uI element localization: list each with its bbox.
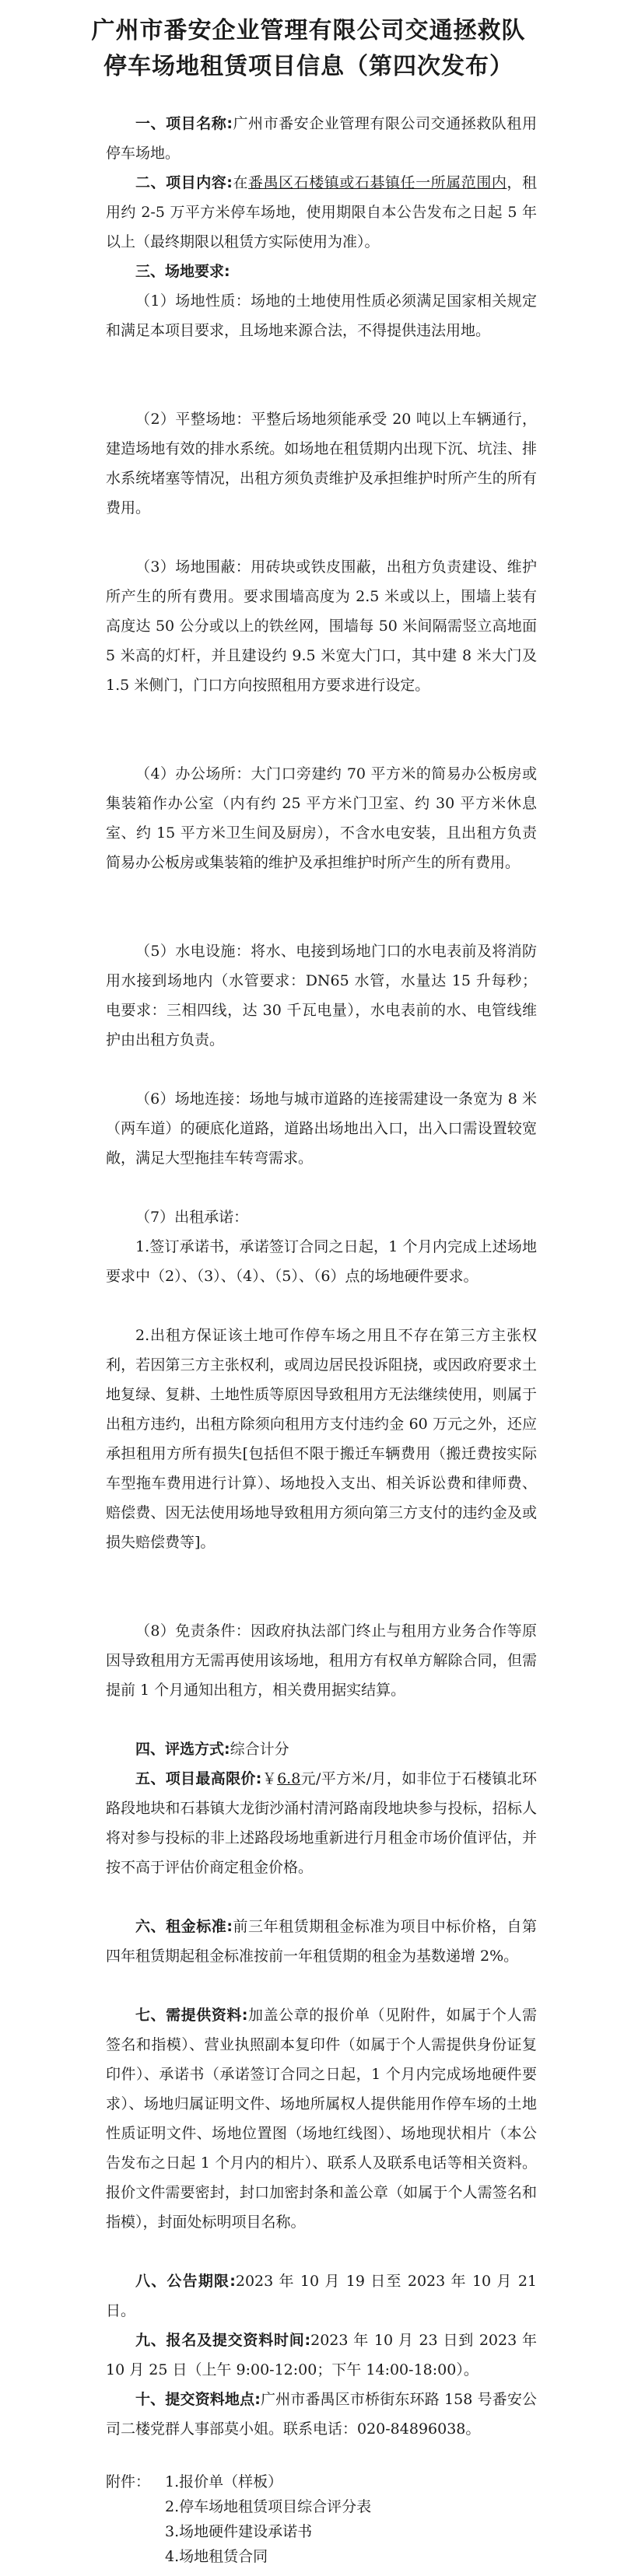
section-submission-time: 九、报名及提交资料时间:2023 年 10 月 23 日到 2023 年 10 月 25 日（上午 9:00-12:00；下午 14:00-18:00）。 xyxy=(106,2332,537,2378)
requirement-site-leveling: （2）平整场地：平整后场地须能承受 20 吨以上车辆通行，建造场地有效的排水系统。如场地在租赁期内出现下沉、坑洼、排水系统堵塞等情况，出租方须负责维护及承担维护时所产生的所有费用。 xyxy=(106,411,537,516)
section-max-price: 五、项目最高限价:￥6.8元/平方米/月，如非位于石楼镇北环路段地块和石碁镇大龙街沙涌村清河路南段地块参与投标，招标人将对参与投标的非上述路段场地重新进行月租金市场价值评估，并按不高于评估价商定租金价格。 xyxy=(106,1770,537,1876)
commitment-item-2: 2.出租方保证该土地可作停车场之用且不存在第三方主张权利，若因第三方主张权利，或周边居民投诉阻挠，或因政府要求土地复绿、复耕、土地性质等原因导致租用方无法继续使用，则属于出租方违约，出租方除须向租用方支付违约金 60 万元之外，还应承担租用方所有损失[包括但不限于搬迁车辆费用（搬迁费按实际车型拖车费用进行计算）、场地投入支出、相关诉讼费和律师费、赔偿费、因无法使用场地导致租用方须向第三方支付的违约金及或损失赔偿费等]。 xyxy=(106,1327,537,1551)
requirement-lessor-commitment: （7）出租承诺： xyxy=(135,1209,249,1226)
section-evaluation-method: 四、评选方式:综合计分 xyxy=(135,1741,289,1758)
attachment-item: 2.停车场地租赁项目综合评分表 xyxy=(165,2498,372,2515)
section-required-documents: 七、需提供资料:加盖公章的报价单（见附件，如属于个人需签名和指模）、营业执照副本复印件（如属于个人需提供身份证复印件）、承诺书（承诺签订合同之日起，1 个月内完成场地硬件要求）、场地归属证明文件、场地所属权人提供能用作停车场的土地性质证明文件、场地位置图（场地红线图）、场地现状相片（本公告发布之日起 1 个月内的相片）、联系人及联系电话等相关资料。报价文件需要密封，封口加密封条和盖公章（如属于个人需签名和指模），封面处标明项目名称。 xyxy=(106,2007,537,2231)
commitment-item-1: 1.签订承诺书，承诺签订合同之日起，1 个月内完成上述场地要求中（2）、（3）、（4）、（5）、（6）点的场地硬件要求。 xyxy=(106,1238,537,1285)
requirement-utilities: （5）水电设施：将水、电接到场地门口的水电表前及将消防用水接到场地内（水管要求：DN65 水管，水量达 15 升每秒；电要求：三相四线，达 30 千瓦电量），水电表前的水、电管线维护由出租方负责。 xyxy=(106,943,537,1048)
requirement-road-connection: （6）场地连接：场地与城市道路的连接需建设一条宽为 8 米（两车道）的硬底化道路，道路出场地出入口，出入口需设置较宽敞，满足大型拖挂车转弯需求。 xyxy=(106,1090,537,1167)
section-rent-standard: 六、租金标准:前三年租赁期租金标准为项目中标价格，自第四年租赁期起租金标准按前一年租赁期的租金为基数递增 2%。 xyxy=(106,1918,537,1965)
document-title-line-1: 广州市番安企业管理有限公司交通拯救队 xyxy=(91,17,526,44)
section-submission-location: 十、提交资料地点:广州市番禺区市桥街东环路 158 号番安公司二楼党群人事部莫小姐。联系电话：020-84896038。 xyxy=(106,2391,537,2438)
document-title-line-2: 停车场地租赁项目信息（第四次发布） xyxy=(103,53,514,80)
section-project-name: 一、项目名称:广州市番安企业管理有限公司交通拯救队租用停车场地。 xyxy=(106,115,537,162)
requirement-office: （4）办公场所：大门口旁建约 70 平方米的简易办公板房或集装箱作办公室（内有约 25 平方米门卫室、约 30 平方米休息室、约 15 平方米卫生间及厨房），不含水电安装，且出租方负责简易办公板房或集装箱的维护及承担维护时所产生的所有费用。 xyxy=(106,765,537,871)
requirement-exemption: （8）免责条件：因政府执法部门终止与租用方业务合作等原因导致租用方无需再使用该场地，租用方有权单方解除合同，但需提前 1 个月通知出租方，相关费用据实结算。 xyxy=(106,1622,537,1699)
section-project-content: 二、项目内容:在番禺区石楼镇或石碁镇任一所属范围内，租用约 2-5 万平方米停车场地，使用期限自本公告发布之日起 5 年以上（最终期限以租赁方实际使用为准）。 xyxy=(106,174,537,250)
section-label: 二、项目内容: xyxy=(135,174,233,191)
section-site-requirements-heading: 三、场地要求: xyxy=(135,263,230,280)
project-location: 番禺区石楼镇或石碁镇任一所属范围内 xyxy=(248,174,507,191)
requirement-site-enclosure: （3）场地围蔽：用砖块或铁皮围蔽，出租方负责建设、维护所产生的所有费用。要求围墙高度为 2.5 米或以上，围墙上装有高度达 50 公分或以上的铁丝网，围墙每 50 米间隔需竖立高地面 5 米高的灯杆，并且建设约 9.5 米宽大门口，其中建 8 米大门及 1.5 米侧门，门口方向按照租用方要求进行设定。 xyxy=(106,558,537,694)
requirement-land-nature: （1）场地性质：场地的土地使用性质必须满足国家相关规定和满足本项目要求，且场地来源合法，不得提供违法用地。 xyxy=(106,292,537,339)
section-notice-period: 八、公告期限:2023 年 10 月 19 日至 2023 年 10 月 21 日。 xyxy=(106,2273,537,2319)
attachment-item: 4.场地租赁合同 xyxy=(165,2548,268,2565)
attachments-label: 附件： xyxy=(106,2473,151,2490)
attachment-item: 1.报价单（样板） xyxy=(165,2473,283,2490)
max-price-value: 6.8 xyxy=(277,1770,301,1787)
section-label: 一、项目名称: xyxy=(135,115,233,132)
attachment-item: 3.场地硬件建设承诺书 xyxy=(165,2523,313,2540)
